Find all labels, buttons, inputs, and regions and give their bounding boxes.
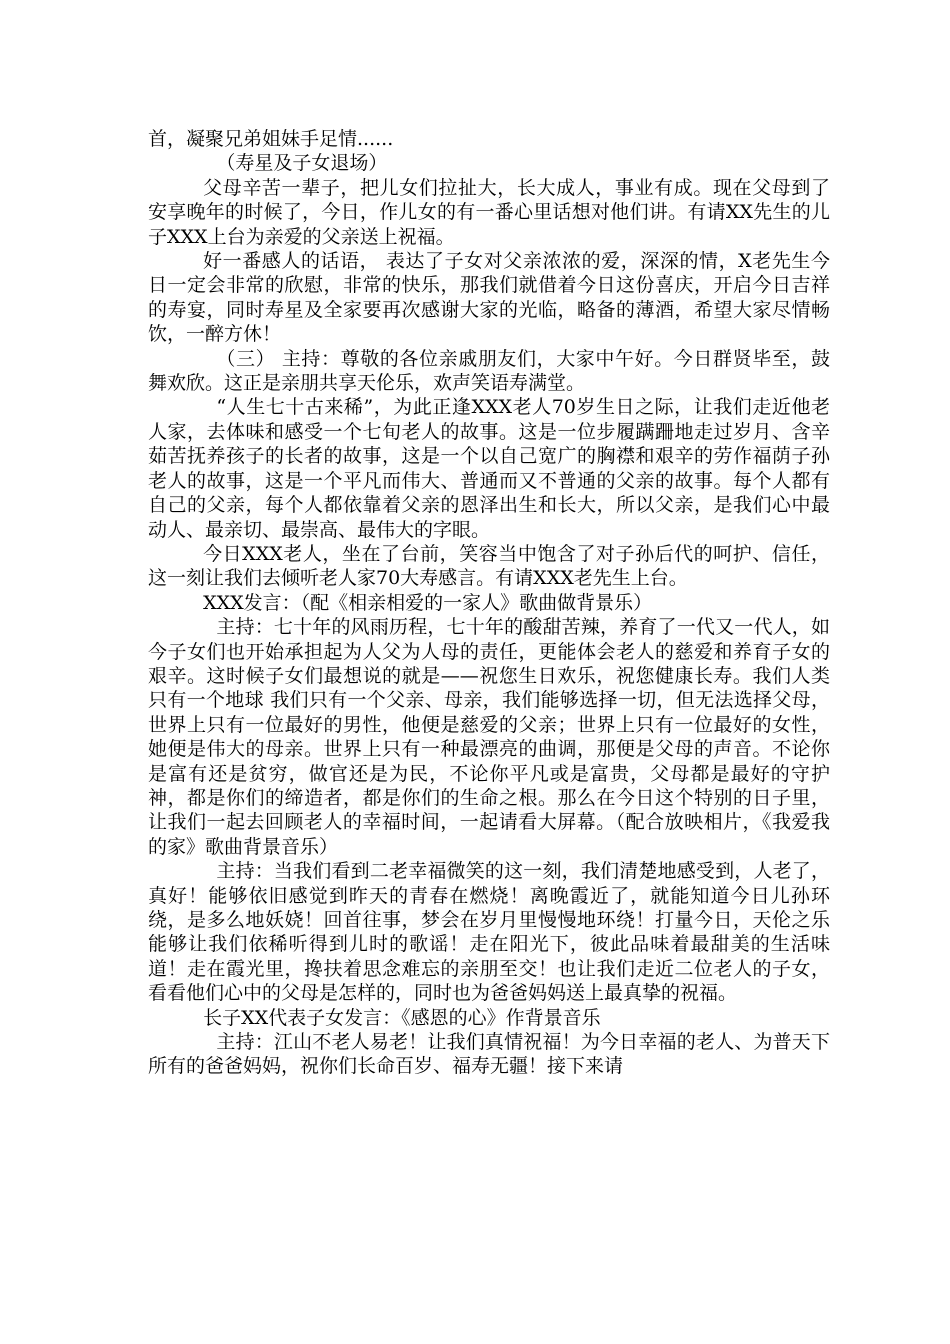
document-page xyxy=(148,127,830,1079)
paragraph-host-blessing: 主持：江山不老人易老！让我们真情祝福！为今日幸福的老人、为普天下所有的爸爸妈妈，祝你们长命百岁、福寿无疆！接下来请 xyxy=(148,1031,830,1078)
paragraph-stage-direction: （寿星及子女退场） xyxy=(216,152,388,175)
paragraph-elder-speech: XXX发言：（配《相亲相爱的一家人》歌曲做背景乐） xyxy=(203,591,653,614)
paragraph-seventy-years: “人生七十古来稀”，为此正逢XXX老人70岁生日之际，让我们走近他老人家，去体味和感受一个七旬老人的故事。这是一位步履蹒跚地走过岁月、含辛茹苦抚养孩子的长者的故事，这是一个以自己宽广的胸襟和艰辛的劳作福荫子孙老人的故事，这是一个平凡而伟大、普通而又不普通的父亲的故事。每个人都有自己的父亲，每个人都依靠着父亲的恩泽出生和长大，所以父亲，是我们心中最动人、最亲切、最崇高、最伟大的字眼。 xyxy=(148,396,830,541)
paragraph-elder-speech-intro: 今日XXX老人，坐在了台前，笑容当中饱含了对子孙后代的呵护、信任，这一刻让我们去倾听老人家70大寿感言。有请XXX老先生上台。 xyxy=(148,542,830,590)
paragraph-banquet-opening: 好一番感人的话语， 表达了子女对父亲浓浓的爱，深深的情，X老先生今日一定会非常的欣慰，非常的快乐，那我们就借着今日这份喜庆，开启今日吉祥的寿宴，同时寿星及全家要再次感谢大家的光临，略备的薄酒，希望大家尽情畅饮，一醉方休！ xyxy=(148,250,830,346)
paragraph-children-speech-intro: 父母辛苦一辈子，把儿女们拉扯大，长大成人，事业有成。现在父母到了安享晚年的时候了，今日，作儿女的有一番心里话想对他们讲。有请XX先生的儿子XXX上台为亲爱的父亲送上祝福。 xyxy=(148,176,830,248)
paragraph-section-three: （三） 主持：尊敬的各位亲戚朋友们，大家中午好。今日群贤毕至，鼓舞欢欣。这正是亲朋共享天伦乐，欢声笑语寿满堂。 xyxy=(148,347,830,395)
paragraph-continuation: 首，凝聚兄弟姐妹手足情...... xyxy=(148,128,394,150)
paragraph-host-tribute: 主持：七十年的风雨历程，七十年的酸甜苦辣，养育了一代又一代人，如今子女们也开始承担起为人父为人母的责任，更能体会老人的慈爱和养育子女的艰辛。这时候子女们最想说的就是——祝您生日欢乐，祝您健康长寿。我们人类只有一个地球 我们只有一个父亲、母亲，我们能够选择一切，但无法选择父母，世界上只有一位最好的男性，他便是慈爱的父亲；世界上只有一位最好的女性，她便是伟大的母亲。世界上只有一种最漂亮的曲调，那便是父母的声音。不论你是富有还是贫穷，做官还是为民，不论你平凡或是富贵，父母都是最好的守护神，都是你们的缔造者，都是你们的生命之根。那么在今日这个特别的日子里，让我们一起去回顾老人的幸福时间，一起请看大屏幕。（配合放映相片，《我爱我的家》歌曲背景音乐） xyxy=(148,616,830,858)
paragraph-host-reflection: 主持：当我们看到二老幸福微笑的这一刻，我们清楚地感受到，人老了，真好！能够依旧感觉到昨天的青春在燃烧！离晚霞近了，就能知道今日儿孙环绕，是多么地妖娆！回首往事，梦会在岁月里慢慢地环绕！打量今日，天伦之乐能够让我们依稀听得到儿时的歌谣！走在阳光下，彼此品味着最甜美的生活味道！走在霞光里，搀扶着思念难忘的亲朋至交！也让我们走近二位老人的子女，看看他们心中的父母是怎样的，同时也为爸爸妈妈送上最真挚的祝福。 xyxy=(148,860,830,1005)
paragraph-eldest-son-speech: 长子XX代表子女发言：《感恩的心》作背景音乐 xyxy=(203,1006,601,1029)
